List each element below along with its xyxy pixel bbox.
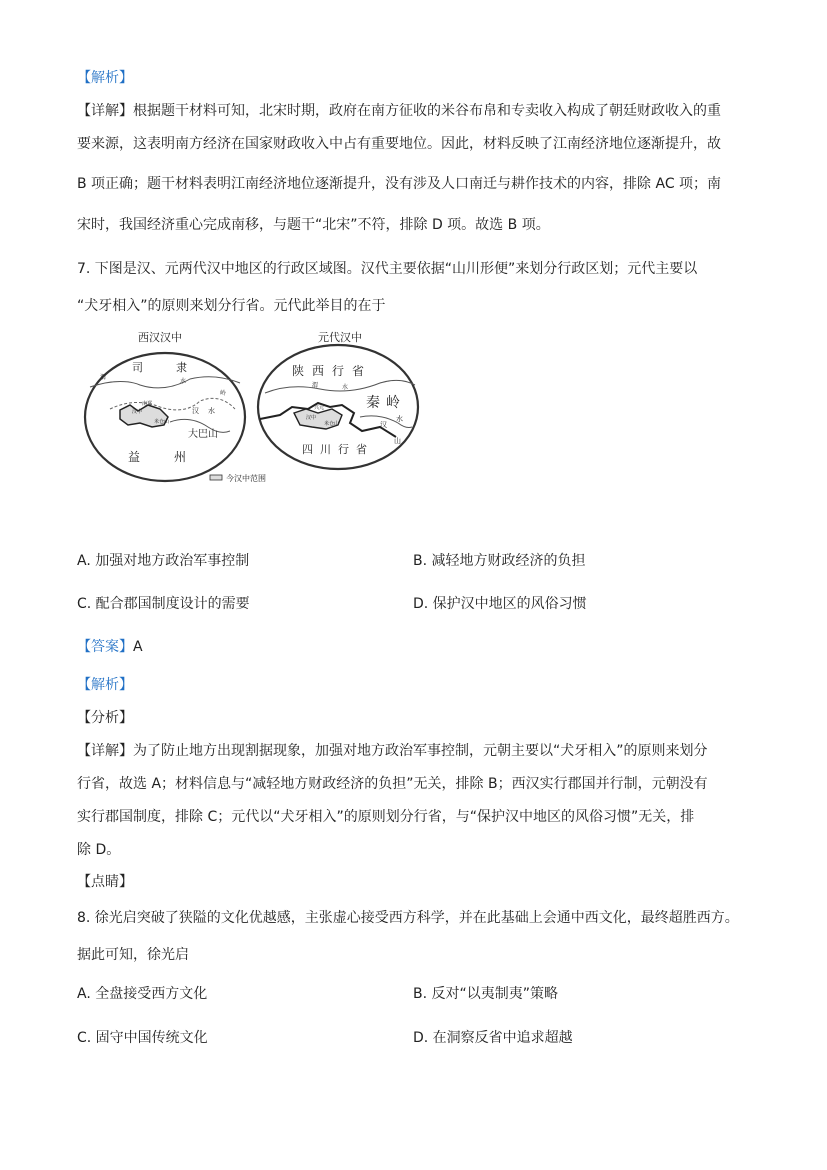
map-label: 陕 [292,364,305,378]
answer-value: A [133,639,143,655]
map-label: 隶 [176,361,187,374]
q7-option-b: B. 减轻地方财政经济的负担 [413,553,586,569]
detail-line-3: B 项正确；题干材料表明江南经济地位逐渐提升，没有涉及人口南迁与耕作技术的内容，排除 AC 项；南 [77,176,722,192]
map-label: 渭 [100,374,107,381]
q7-option-a: A. 加强对地方政治军事控制 [77,553,250,569]
map-label: 行 [332,364,345,378]
map-label: 水 [396,415,403,423]
q7-detail-line-4: 除 D。 [77,842,121,858]
q8-option-b: B. 反对“以夷制夷”策略 [413,986,559,1002]
q8-option-c: C. 固守中国传统文化 [77,1030,208,1046]
q7-dianjing-label: 【点睛】 [77,874,133,890]
q7-detail-line-1: 【详解】为了防止地方出现割据现象，加强对地方政治军事控制，元朝主要以“犬牙相入”的原则来划分 [77,743,708,759]
q7-detail-line-2: 行省，故选 A；材料信息与“减轻地方财政经济的负担”无关，排除 B；西汉实行郡国并行制，元朝没有 [77,776,708,792]
map-label: 四 [302,443,313,456]
q7-map-figure [80,327,460,492]
q7-option-d: D. 保护汉中地区的风俗习惯 [413,596,587,612]
detail-line-1: 【详解】根据题干材料可知，北宋时期，政府在南方征收的米谷布帛和专卖收入构成了朝廷财政收入的重 [77,103,721,119]
map-label: 汉中 [306,415,317,421]
map-right-title: 元代汉中 [318,331,362,344]
analysis-label: 【解析】 [77,70,133,86]
map-label: 米仓山 [154,419,170,425]
map-label: 州 [174,450,187,464]
map-left-river-wei [90,377,240,388]
map-label: 省 [356,443,367,456]
map-label: 兴元 [314,405,325,411]
map-label: 西 [312,364,325,378]
map-label: 渭 [312,382,319,389]
q7-analysis-label: 【解析】 [77,677,133,693]
q7-option-c: C. 配合郡国制度设计的需要 [77,596,250,612]
map-label: 山 [394,437,401,445]
q7-stem-line-2: “犬牙相入”的原则来划分行省。元代此举目的在于 [77,298,386,314]
map-label: 岭 [386,395,400,411]
q7-fenxi-label: 【分析】 [77,710,133,726]
map-label: 大巴山 [188,429,218,440]
detail-line-2: 要来源，这表明南方经济在国家财政收入中占有重要地位。因此，材料反映了江南经济地位逐渐提升，故 [77,136,721,152]
map-label: 水 [180,378,187,385]
map-left-title: 西汉汉中 [138,331,182,344]
q8-stem-line-2: 据此可知，徐光启 [77,947,189,963]
map-label: 岭 [220,390,227,397]
map-label: 行 [338,443,349,456]
q7-detail-line-3: 实行郡国制度，排除 C；元代以“犬牙相入”的原则划分行省，与“保护汉中地区的风俗习惯”无关，排 [77,809,695,825]
map-label: 水 [208,407,215,415]
map-label: 秦 [366,395,380,411]
q7-answer [77,637,143,657]
map-right-river-wei [265,380,415,393]
q8-option-d: D. 在洞察反省中追求超越 [413,1030,573,1046]
q8-option-a: A. 全盘接受西方文化 [77,986,208,1002]
map-label: 川 [320,443,331,456]
q8-stem-line-1: 8. 徐光启突破了狭隘的文化优越感，主张虚心接受西方科学，并在此基础上会通中西文化，最终超胜西方。 [77,910,739,926]
answer-label: 【答案】 [77,639,133,655]
map-label: 南郑 [142,401,153,407]
map-label: 米仓山 [324,421,340,427]
map-label: 汉中 [132,409,143,415]
map-label: 省 [352,364,365,378]
legend-swatch [210,475,222,480]
map-svg [80,327,460,492]
map-label: 汉 [192,407,199,415]
map-label: 司 [132,361,143,374]
map-label: 汉 [380,421,387,429]
q7-stem-line-1: 7. 下图是汉、元两代汉中地区的行政区域图。汉代主要依据“山川形便”来划分行政区划；元代主要以 [77,261,698,277]
map-label: 水 [342,384,349,391]
map-label: 益 [128,450,141,464]
legend-label: 今汉中范围 [226,474,266,483]
detail-line-4: 宋时，我国经济重心完成南移，与题干“北宋”不符，排除 D 项。故选 B 项。 [77,217,550,233]
